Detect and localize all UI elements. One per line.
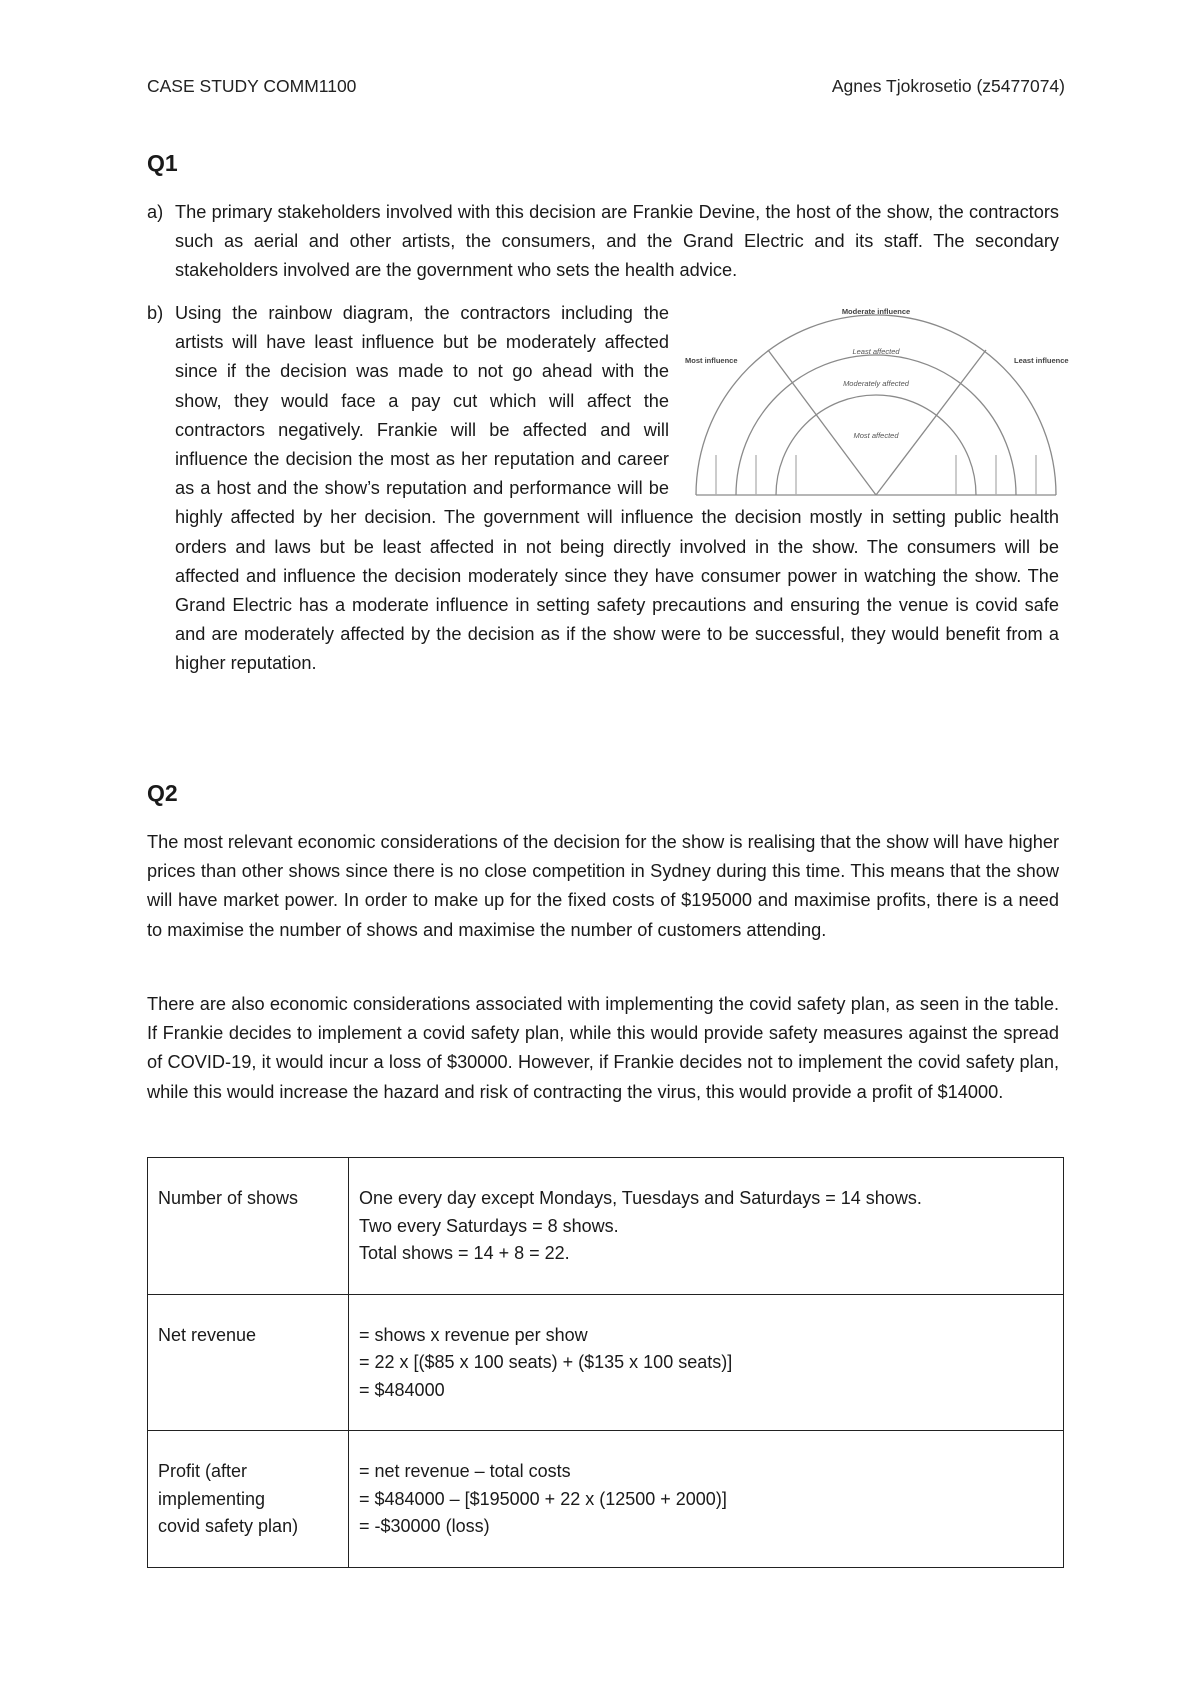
table-cell-value: = shows x revenue per show = 22 x [($85 x 100 seats) + ($135 x 100 seats)] = $484000 — [349, 1294, 1064, 1431]
outer-arc — [696, 315, 1056, 495]
table-cell-value: One every day except Mondays, Tuesdays and Saturdays = 14 shows. Two every Saturdays = 8 shows. Total shows = 14 + 8 = 22. — [349, 1158, 1064, 1295]
table-row — [148, 1294, 1064, 1431]
rainbow-diagram — [685, 305, 1069, 500]
header-author: Agnes Tjokrosetio (z5477074) — [831, 76, 1065, 96]
label-most-affected: Most affected — [853, 431, 899, 440]
q1-a-text: The primary stakeholders involved with this decision are Frankie Devine, the host of the show, the contractors such as aerial and other artists, the consumers, and the Grand Electric and its staff. The secondary stakeholders involved are the government who sets the health advice. — [175, 202, 1059, 281]
label-most-influence: Most influence — [685, 356, 738, 365]
most-influence-line — [768, 350, 876, 495]
q2-heading: Q2 — [147, 780, 178, 806]
q1-b-label: b) — [147, 303, 164, 323]
table-cell-value: = net revenue – total costs = $484000 – [$195000 + 22 x (12500 + 2000)] = -$30000 (loss) — [349, 1431, 1064, 1568]
q2-paragraph-2: There are also economic considerations associated with implementing the covid safety plan, as seen in the table. If Frankie decides to implement a covid safety plan, while this would provide safety measures against the spread of COVID-19, it would incur a loss of $30000. However, if Frankie decides not to implement the covid safety plan, while this would increase the hazard and risk of contracting the virus, this would provide a profit of $14000. — [147, 994, 1059, 1102]
table-cell-label: Number of shows — [148, 1158, 349, 1295]
q2-paragraph-1: The most relevant economic considerations of the decision for the show is realising that the show will have higher prices than other shows since there is no close competition in Sydney during this time. This means that the show will have market power. In order to make up for the fixed costs of $195000 and maximise profits, there is a need to maximise the number of shows and maximise the number of customers attending. — [147, 832, 1059, 940]
least-influence-line — [876, 350, 986, 495]
label-moderate-influence: Moderate influence — [841, 307, 911, 316]
table-row — [148, 1431, 1064, 1568]
table-cell-label: Net revenue — [148, 1294, 349, 1431]
table-row — [148, 1158, 1064, 1295]
q1-part-a — [147, 198, 1059, 286]
q1-heading: Q1 — [147, 150, 178, 176]
table-cell-label: Profit (after implementing covid safety plan) — [148, 1431, 349, 1568]
header-course: CASE STUDY COMM1100 — [147, 76, 357, 96]
label-moderately-affected: Moderately affected — [843, 379, 909, 388]
label-least-affected: Least affected — [852, 347, 900, 356]
q1-a-label: a) — [147, 202, 164, 222]
inner-arc — [776, 395, 976, 495]
economics-table — [147, 1157, 1064, 1568]
label-least-influence: Least influence — [1014, 356, 1069, 365]
q1-b-text: Using the rainbow diagram, the contractors including the artists will have least influence but be moderately affected since if the decision was made to not go ahead with the show, they would face a pay cut which will affect the contractors negatively. Frankie will be affected and will influence the decision the most as her reputation and career as a host and the show’s reputation and performance will be highly affected by her decision. The government will influence the decision mostly in setting public health orders and laws but be least affected in not being directly involved in the show. The consumers will be affected and influence the decision moderately since they have consumer power in watching the show. The Grand Electric has a moderate influence in setting safety precautions and ensuring the venue is covid safe and are moderately affected by the decision as if the show were to be successful, they would benefit from a higher reputation. — [175, 303, 1059, 674]
